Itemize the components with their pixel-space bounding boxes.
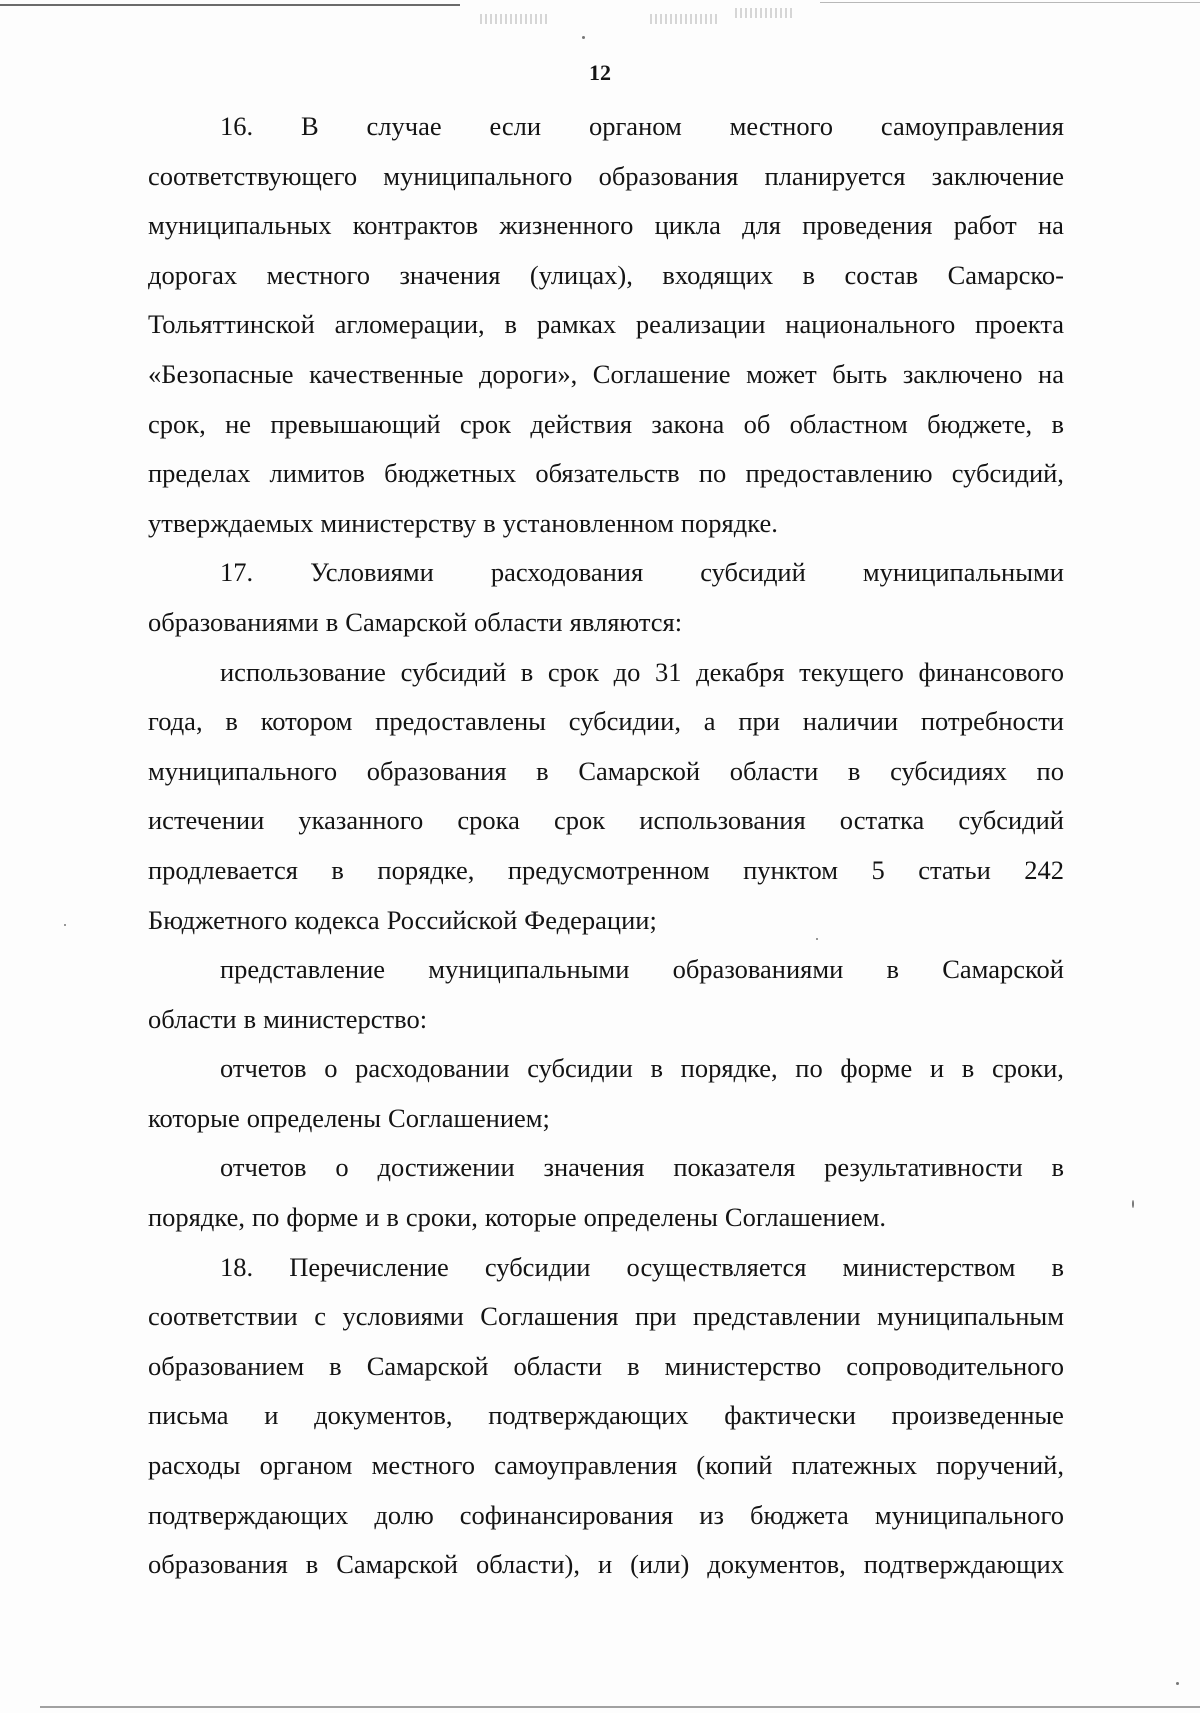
- scan-speck: [1176, 1682, 1179, 1685]
- text-line: [148, 201, 1064, 251]
- text-word: подтверждающих: [148, 1499, 349, 1530]
- text-word: на: [1038, 358, 1064, 389]
- text-word: субсидии,: [568, 706, 681, 737]
- text-word: состав: [844, 259, 919, 290]
- text-word: органом: [259, 1450, 353, 1481]
- text-word: из: [699, 1499, 724, 1530]
- text-line: [148, 548, 1064, 598]
- text-word: в: [520, 656, 534, 687]
- text-line: [148, 697, 1064, 747]
- text-word: субсидиях: [890, 755, 1007, 786]
- text-word: в: [225, 706, 238, 737]
- text-word: подтверждающих: [863, 1549, 1064, 1580]
- text-line: [148, 1540, 1064, 1590]
- text-word: порядке,: [680, 1053, 778, 1084]
- text-word: (копий: [696, 1450, 773, 1481]
- text-word: муниципальным: [876, 1301, 1064, 1332]
- text-word: по: [251, 1202, 280, 1233]
- text-word: Соглашением;: [388, 1102, 550, 1133]
- text-word: Российской: [386, 904, 518, 935]
- text-line: [148, 449, 1064, 499]
- text-word: обязательств: [535, 458, 680, 489]
- text-word: в: [483, 507, 496, 538]
- text-word: в: [536, 755, 549, 786]
- text-line: [148, 648, 1064, 698]
- text-word: софинансирования: [459, 1499, 674, 1530]
- text-word: предусмотренном: [507, 854, 710, 885]
- text-word: до: [613, 656, 641, 687]
- text-word: быть: [832, 358, 888, 389]
- text-word: в: [329, 1350, 342, 1381]
- text-word: осуществляется: [626, 1251, 807, 1282]
- text-word: области: [729, 755, 819, 786]
- text-line: [148, 598, 1064, 648]
- text-word: истечении: [148, 805, 265, 836]
- text-line: [148, 1193, 1064, 1243]
- text-word: муниципального: [874, 1499, 1064, 1530]
- text-word: реализации: [635, 309, 766, 340]
- scan-noise: [650, 14, 720, 24]
- text-word: в: [802, 259, 816, 290]
- text-word: дорогах: [148, 259, 238, 290]
- text-word: заключение: [931, 160, 1064, 191]
- text-word: может: [746, 358, 817, 389]
- text-word: если: [489, 111, 542, 141]
- text-word: по: [698, 458, 727, 489]
- text-word: срок: [459, 408, 512, 439]
- text-word: которые: [148, 1102, 240, 1133]
- text-word: субсидий: [700, 557, 806, 588]
- scan-speck: [582, 36, 585, 39]
- text-line: [148, 300, 1064, 350]
- text-line: [148, 796, 1064, 846]
- text-word: бюджета: [749, 1499, 849, 1530]
- text-word: в: [305, 1549, 319, 1580]
- text-word: сопроводительного: [846, 1350, 1064, 1381]
- text-word: установленном: [502, 507, 674, 538]
- text-word: при: [634, 1301, 677, 1332]
- text-word: документов,: [314, 1400, 453, 1431]
- text-line: [148, 152, 1064, 202]
- text-word: и: [929, 1053, 945, 1084]
- text-word: потребности: [920, 706, 1064, 737]
- text-word: по: [795, 1053, 823, 1084]
- text-word: продлевается: [148, 854, 298, 885]
- text-word: агломерации,: [334, 309, 485, 340]
- text-word: расходовании: [355, 1053, 510, 1084]
- text-line: [148, 400, 1064, 450]
- text-word: в: [1051, 408, 1064, 439]
- text-word: (улицах),: [529, 259, 633, 290]
- text-word: при: [738, 706, 780, 737]
- text-word: значения: [543, 1152, 645, 1183]
- text-word: в: [847, 755, 861, 786]
- text-word: об: [743, 408, 771, 439]
- text-word: 17.: [220, 557, 254, 588]
- text-word: 5: [871, 854, 885, 885]
- text-word: представлении: [693, 1301, 861, 1332]
- text-word: сроки,: [405, 1202, 478, 1233]
- text-line: [148, 896, 1064, 946]
- text-word: в: [886, 954, 900, 985]
- text-word: отчетов: [220, 1152, 307, 1183]
- text-line: [148, 846, 1064, 896]
- text-word: и: [597, 1549, 613, 1580]
- text-line: [148, 499, 1064, 549]
- scan-noise: [480, 14, 550, 24]
- scan-edge-line: [820, 2, 1200, 3]
- text-word: 242: [1024, 854, 1064, 885]
- text-word: расходования: [490, 557, 644, 588]
- text-word: субсидий: [400, 656, 507, 687]
- text-word: Самарской: [942, 954, 1064, 985]
- text-word: финансового: [918, 656, 1064, 687]
- text-word: произведенные: [891, 1400, 1064, 1431]
- text-word: проекта: [975, 309, 1064, 340]
- text-word: области: [513, 1350, 603, 1381]
- text-word: форме: [840, 1053, 913, 1084]
- text-word: «Безопасные: [148, 358, 294, 389]
- text-word: субсидии: [484, 1251, 591, 1282]
- text-word: пунктом: [743, 854, 838, 885]
- text-word: Тольяттинской: [148, 309, 315, 340]
- text-word: и: [365, 1202, 380, 1233]
- scan-edge-line: [40, 1706, 1200, 1708]
- text-word: в: [325, 606, 339, 637]
- text-word: Соглашение: [592, 358, 731, 389]
- text-word: результативности: [824, 1152, 1023, 1183]
- text-word: года,: [148, 706, 203, 737]
- text-word: документов,: [707, 1549, 846, 1580]
- text-word: в: [650, 1053, 663, 1084]
- text-word: национального: [785, 309, 956, 340]
- text-word: о: [324, 1053, 338, 1084]
- text-word: области: [148, 1003, 237, 1034]
- text-word: работ: [953, 210, 1017, 241]
- text-word: Самарско-: [947, 259, 1064, 290]
- text-word: расходы: [148, 1450, 241, 1481]
- text-word: местного: [371, 1450, 475, 1481]
- text-word: показателя: [673, 1152, 796, 1183]
- text-word: цикла: [654, 210, 721, 241]
- text-word: порядке,: [148, 1202, 245, 1233]
- document-body-text: [148, 102, 1064, 1590]
- text-word: в: [331, 854, 344, 885]
- scan-speck: [1132, 1200, 1134, 1208]
- text-word: субсидий,: [951, 458, 1064, 489]
- text-line: [148, 251, 1064, 301]
- text-word: Бюджетного: [148, 904, 288, 935]
- text-word: самоуправления: [494, 1450, 678, 1481]
- text-word: Самарской: [578, 755, 701, 786]
- text-word: использование: [220, 656, 386, 687]
- text-word: самоуправления: [880, 111, 1064, 141]
- text-word: поручений,: [936, 1450, 1064, 1481]
- text-word: Соглашением.: [724, 1202, 887, 1233]
- text-word: не: [225, 408, 252, 439]
- text-word: бюджете,: [927, 408, 1033, 439]
- text-word: условиями: [342, 1301, 464, 1332]
- text-word: в: [386, 1202, 399, 1233]
- text-word: Условиями: [310, 557, 434, 588]
- text-word: 18.: [220, 1251, 254, 1282]
- text-line: [148, 1094, 1064, 1144]
- text-word: в: [1051, 1251, 1064, 1282]
- text-word: местного: [266, 259, 371, 290]
- text-word: министерство: [664, 1350, 822, 1381]
- text-word: предоставлены: [375, 706, 546, 737]
- text-word: статьи: [918, 854, 991, 885]
- text-word: порядке.: [680, 507, 778, 538]
- text-line: [148, 350, 1064, 400]
- text-word: закона: [651, 408, 725, 439]
- text-line: [148, 1292, 1064, 1342]
- text-word: органом: [588, 111, 682, 141]
- text-word: а: [703, 706, 716, 737]
- text-word: заключено: [902, 358, 1023, 389]
- text-word: порядке,: [377, 854, 475, 885]
- scan-noise: [735, 8, 795, 18]
- text-line: [148, 102, 1064, 152]
- text-word: контрактов: [352, 210, 479, 241]
- text-word: Соглашения: [480, 1301, 619, 1332]
- text-word: дороги»,: [479, 358, 578, 389]
- text-word: бюджетных: [384, 458, 517, 489]
- text-word: образования: [148, 1549, 288, 1580]
- text-word: текущего: [799, 656, 904, 687]
- text-word: министерству: [320, 507, 477, 538]
- text-word: достижении: [377, 1152, 515, 1183]
- text-word: Самарской: [345, 606, 468, 637]
- text-word: котором: [260, 706, 353, 737]
- text-word: образования: [366, 755, 507, 786]
- text-word: в: [504, 309, 517, 340]
- text-word: срок,: [148, 408, 206, 439]
- text-line: [148, 1243, 1064, 1293]
- text-word: области: [474, 606, 563, 637]
- text-word: на: [1037, 210, 1064, 241]
- text-word: (или): [630, 1549, 690, 1580]
- text-word: Федерации;: [524, 904, 657, 935]
- text-word: срок: [547, 656, 600, 687]
- text-word: кодекса: [294, 904, 380, 935]
- text-word: в: [627, 1350, 640, 1381]
- text-word: фактически: [724, 1400, 856, 1431]
- text-word: министерство:: [263, 1003, 428, 1034]
- text-word: муниципального: [383, 160, 573, 191]
- text-line: [148, 1342, 1064, 1392]
- text-word: 31: [654, 656, 682, 687]
- text-word: муниципальными: [862, 557, 1064, 588]
- text-word: области),: [475, 1549, 580, 1580]
- text-word: отчетов: [220, 1053, 307, 1084]
- text-word: соответствии: [148, 1301, 298, 1332]
- text-word: использования: [639, 805, 806, 836]
- scan-speck: [64, 924, 66, 926]
- text-word: сроки,: [991, 1053, 1064, 1084]
- text-word: соответствующего: [148, 160, 358, 191]
- text-word: утверждаемых: [148, 507, 314, 538]
- text-word: платежных: [791, 1450, 917, 1481]
- text-word: определены: [246, 1102, 382, 1133]
- text-word: срока: [457, 805, 520, 836]
- text-word: Самарской: [366, 1350, 489, 1381]
- text-line: [148, 747, 1064, 797]
- text-word: остатка: [839, 805, 925, 836]
- text-line: [148, 1491, 1064, 1541]
- text-word: лимитов: [269, 458, 365, 489]
- text-word: субсидии: [527, 1053, 633, 1084]
- text-line: [148, 1044, 1064, 1094]
- page-number: 12: [589, 60, 611, 85]
- text-word: срок: [553, 805, 606, 836]
- text-word: муниципального: [148, 755, 338, 786]
- text-word: указанного: [298, 805, 424, 836]
- text-word: превышающий: [270, 408, 441, 439]
- text-word: определены: [583, 1202, 718, 1233]
- text-word: действия: [530, 408, 633, 439]
- text-word: которые: [484, 1202, 577, 1233]
- text-word: муниципальными: [428, 954, 630, 985]
- text-line: [148, 945, 1064, 995]
- text-word: долю: [374, 1499, 434, 1530]
- text-word: проведения: [802, 210, 933, 241]
- text-word: министерством: [842, 1251, 1016, 1282]
- text-word: в: [1051, 1152, 1064, 1183]
- text-word: 16.: [220, 111, 254, 141]
- text-word: предоставлению: [745, 458, 933, 489]
- text-word: и: [264, 1400, 279, 1431]
- text-word: муниципальных: [148, 210, 332, 241]
- text-word: В: [300, 111, 319, 141]
- text-word: жизненного: [499, 210, 634, 241]
- text-word: местного: [729, 111, 834, 141]
- text-word: качественные: [309, 358, 464, 389]
- text-line: [148, 1391, 1064, 1441]
- text-word: Самарской: [336, 1549, 458, 1580]
- text-word: форме: [286, 1202, 359, 1233]
- text-word: образованием: [148, 1350, 305, 1381]
- text-word: наличии: [802, 706, 899, 737]
- text-word: в: [961, 1053, 975, 1084]
- text-word: образованиями: [148, 606, 319, 637]
- text-word: с: [314, 1301, 326, 1332]
- text-word: значения: [399, 259, 501, 290]
- text-word: Перечисление: [289, 1251, 449, 1282]
- text-word: субсидий: [958, 805, 1064, 836]
- text-word: письма: [148, 1400, 229, 1431]
- text-word: по: [1036, 755, 1064, 786]
- text-word: областном: [789, 408, 908, 439]
- scan-edge-line: [0, 4, 460, 6]
- text-word: для: [742, 210, 781, 241]
- text-line: [148, 995, 1064, 1045]
- text-word: планируется: [764, 160, 906, 191]
- text-line: [148, 1441, 1064, 1491]
- text-word: образования: [598, 160, 739, 191]
- text-word: подтверждающих: [488, 1400, 689, 1431]
- text-word: пределах: [148, 458, 251, 489]
- text-word: рамках: [536, 309, 617, 340]
- text-word: представление: [220, 954, 386, 985]
- text-word: о: [335, 1152, 349, 1183]
- text-word: случае: [366, 111, 442, 141]
- text-word: в: [243, 1003, 257, 1034]
- text-word: декабря: [696, 656, 785, 687]
- text-word: являются:: [569, 606, 683, 637]
- text-word: образованиями: [672, 954, 844, 985]
- text-line: [148, 1143, 1064, 1193]
- text-word: входящих: [662, 259, 774, 290]
